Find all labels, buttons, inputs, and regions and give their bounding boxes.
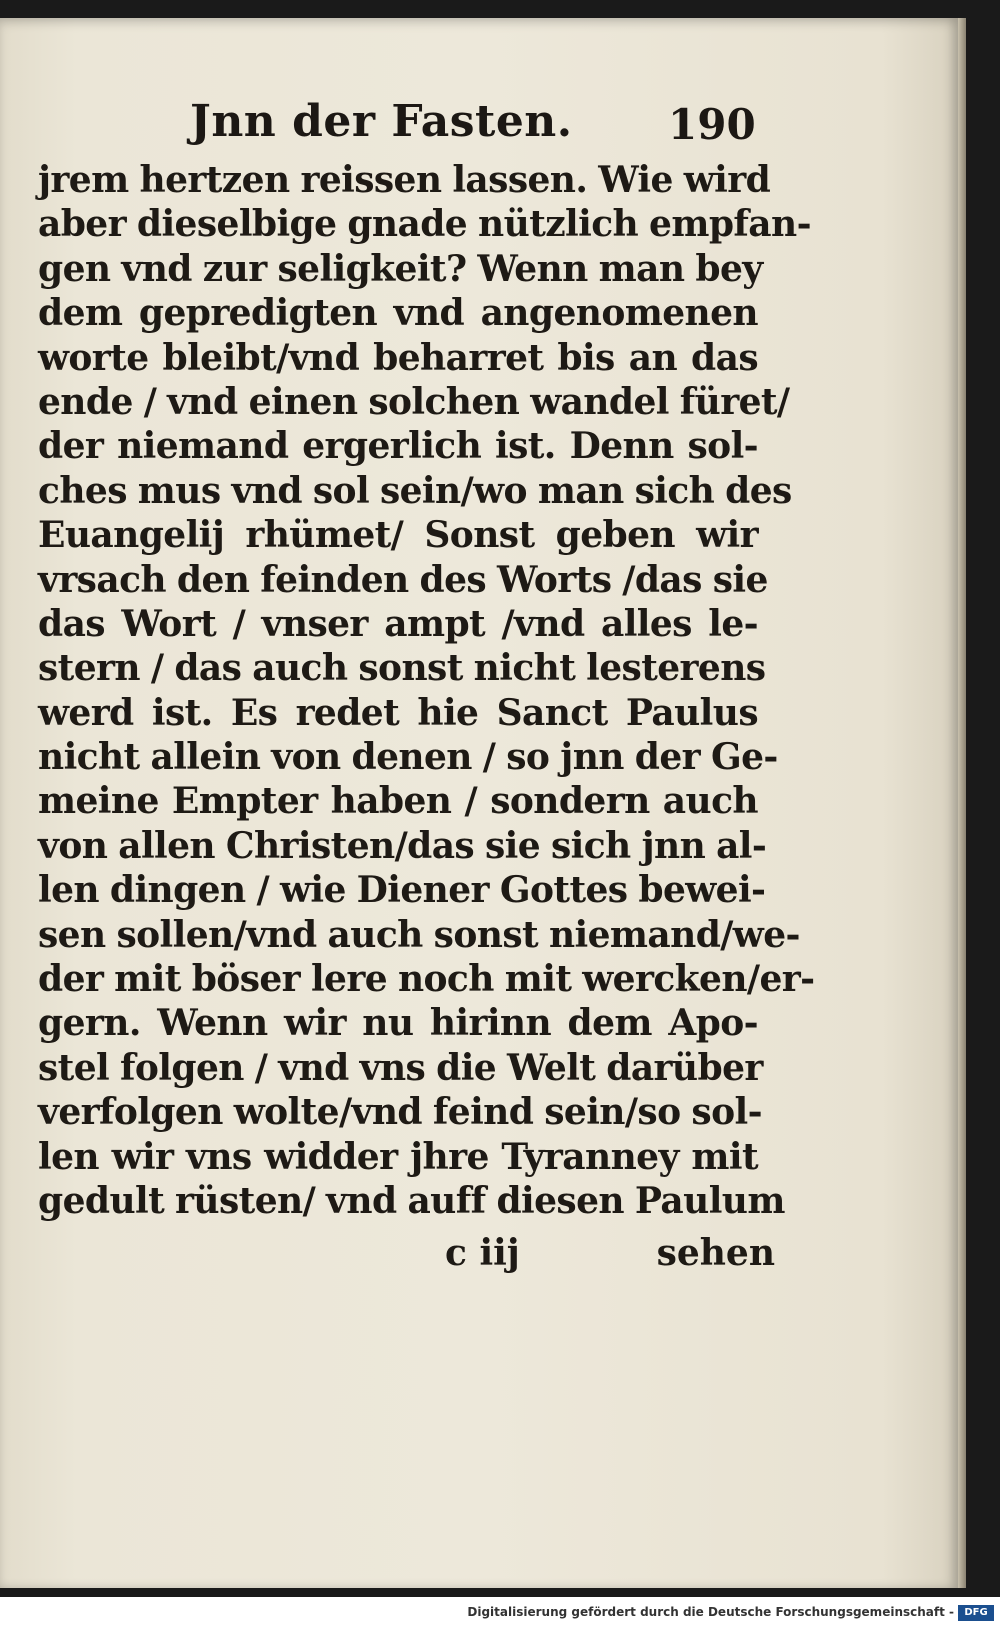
text-line: der mit böser lere noch mit wercken/er- — [38, 958, 815, 1001]
footer-credit: Digitalisierung gefördert durch die Deutsche Forschungsgemeinschaft - — [467, 1605, 954, 1619]
text-line: der niemand ergerlich ist. Denn sol- — [38, 425, 758, 468]
text-line: ches mus vnd sol sein/wo man sich des — [38, 469, 792, 512]
text-line: gern. Wenn wir nu hirinn dem Apo- — [38, 1002, 758, 1045]
folio-page-number: 190 — [668, 100, 756, 149]
text-line: das Wort / vnser ampt /vnd alles le- — [38, 602, 758, 645]
text-line: len wir vns widder jhre Tyranney mit — [38, 1135, 758, 1178]
text-line: Euangelij rhümet/ Sonst geben wir — [38, 514, 758, 557]
text-line: ende / vnd einen solchen wandel füret/ — [38, 380, 790, 423]
text-line: len dingen / wie Diener Gottes bewei- — [38, 869, 766, 912]
text-line: gen vnd zur seligkeit? Wenn man bey — [38, 247, 763, 290]
text-line: meine Empter haben / sondern auch — [38, 780, 758, 823]
text-line: von allen Christen/das sie sich jnn al- — [38, 824, 767, 867]
text-line: stel folgen / vnd vns die Welt darüber — [38, 1046, 763, 1089]
text-line: verfolgen wolte/vnd feind sein/so sol- — [38, 1091, 762, 1134]
dfg-logo: DFG — [958, 1605, 994, 1621]
footer-bar — [0, 1597, 1000, 1627]
text-line: aber dieselbige gnade nützlich empfan- — [38, 203, 811, 246]
text-line: worte bleibt/vnd beharret bis an das — [38, 336, 758, 379]
text-line: stern / das auch sonst nicht lesterens — [38, 647, 766, 690]
text-line: gedult rüsten/ vnd auff diesen Paulum — [38, 1179, 785, 1222]
page-edge — [958, 18, 966, 1588]
text-line: vrsach den feinden des Worts /das sie — [38, 558, 768, 601]
text-line: dem gepredigten vnd angenomenen — [38, 292, 758, 335]
signature-mark: c iij — [445, 1232, 520, 1274]
catchword: sehen — [656, 1232, 775, 1274]
text-line: jrem hertzen reissen lassen. Wie wird — [38, 159, 771, 201]
text-line: sen sollen/vnd auch sonst niemand/we- — [38, 913, 800, 956]
running-head: Jnn der Fasten. — [190, 96, 573, 147]
signature-line — [445, 1232, 775, 1274]
text-line: nicht allein von denen / so jnn der Ge- — [38, 736, 778, 779]
body-text — [38, 158, 815, 1223]
text-line: werd ist. Es redet hie Sanct Paulus — [38, 691, 758, 734]
